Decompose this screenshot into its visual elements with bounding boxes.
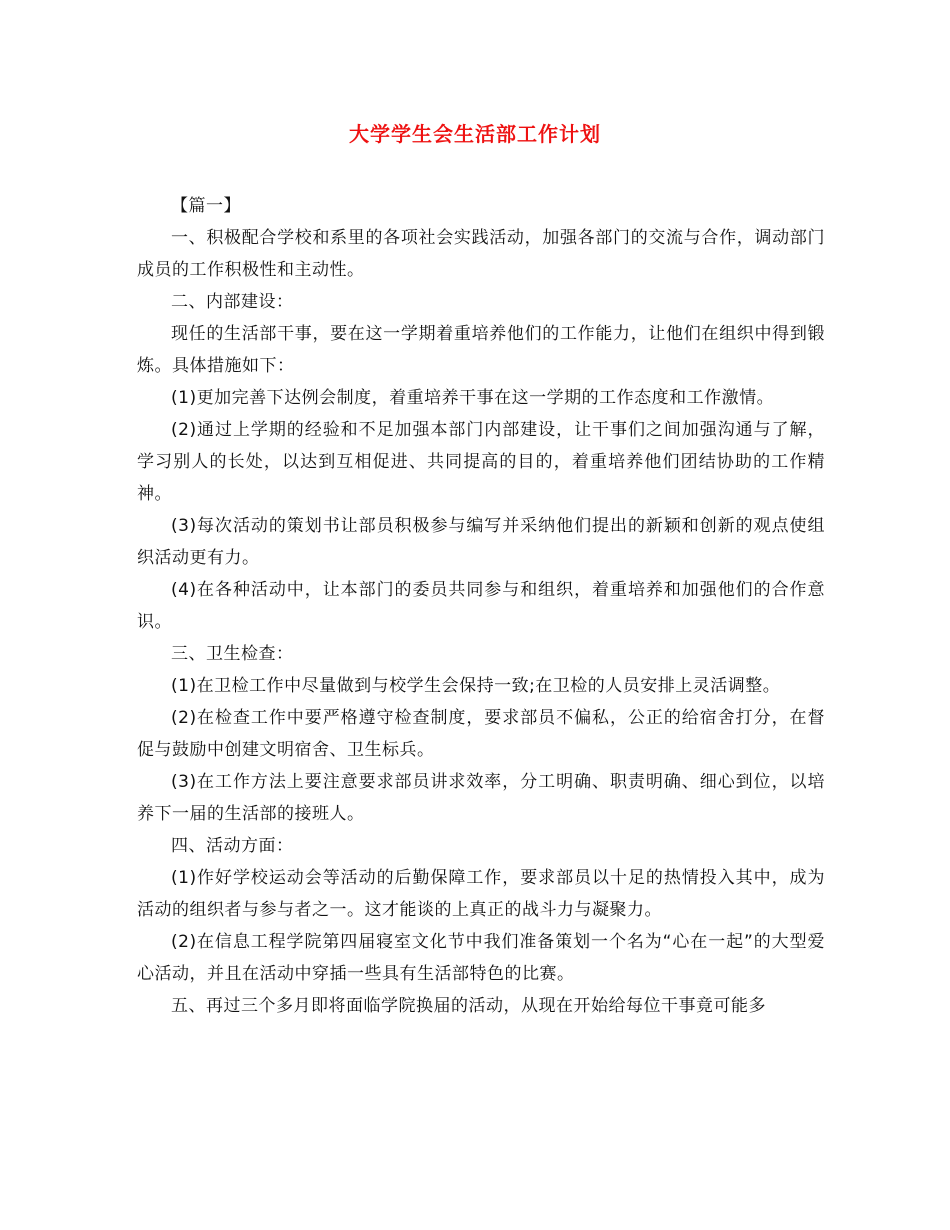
paragraph: (2)在检查工作中要严格遵守检查制度，要求部员不偏私，公正的给宿舍打分，在督促与鼓励中创建文明宿舍、卫生标兵。 bbox=[137, 708, 825, 760]
paragraph: (3)在工作方法上要注意要求部员讲求效率，分工明确、职责明确、细心到位，以培养下一届的生活部的接班人。 bbox=[137, 772, 825, 824]
paragraph: 四、活动方面： bbox=[171, 836, 294, 856]
paragraph: (4)在各种活动中，让本部门的委员共同参与和组织，着重培养和加强他们的合作意识。 bbox=[137, 580, 825, 632]
paragraph: (1)更加完善下达例会制度，着重培养干事在这一学期的工作态度和工作激情。 bbox=[171, 388, 775, 408]
paragraph: 五、再过三个多月即将面临学院换届的活动，从现在开始给每位干事竟可能多 bbox=[171, 996, 766, 1016]
document-title: 大学学生会生活部工作计划 bbox=[349, 122, 601, 146]
paragraph: 【篇一】 bbox=[171, 196, 241, 216]
paragraph: 现任的生活部干事，要在这一学期着重培养他们的工作能力，让他们在组织中得到锻炼。具体措施如下： bbox=[137, 324, 825, 376]
paragraph: (2)通过上学期的经验和不足加强本部门内部建设，让干事们之间加强沟通与了解，学习别人的长处，以达到互相促进、共同提高的目的，着重培养他们团结协助的工作精神。 bbox=[137, 420, 825, 504]
paragraph: 三、卫生检查： bbox=[171, 644, 294, 664]
paragraph: 一、积极配合学校和系里的各项社会实践活动，加强各部门的交流与合作，调动部门成员的工作积极性和主动性。 bbox=[137, 228, 825, 280]
paragraph: (1)作好学校运动会等活动的后勤保障工作，要求部员以十足的热情投入其中，成为活动的组织者与参与者之一。这才能谈的上真正的战斗力与凝聚力。 bbox=[137, 868, 825, 920]
paragraph: 二、内部建设： bbox=[171, 292, 294, 312]
paragraph: (3)每次活动的策划书让部员积极参与编写并采纳他们提出的新颖和创新的观点使组织活动更有力。 bbox=[137, 516, 825, 568]
paragraph: (2)在信息工程学院第四届寝室文化节中我们准备策划一个名为“心在一起”的大型爱心活动，并且在活动中穿插一些具有生活部特色的比赛。 bbox=[137, 932, 825, 984]
document-body bbox=[137, 190, 825, 1022]
paragraph: (1)在卫检工作中尽量做到与校学生会保持一致;在卫检的人员安排上灵活调整。 bbox=[171, 676, 781, 696]
